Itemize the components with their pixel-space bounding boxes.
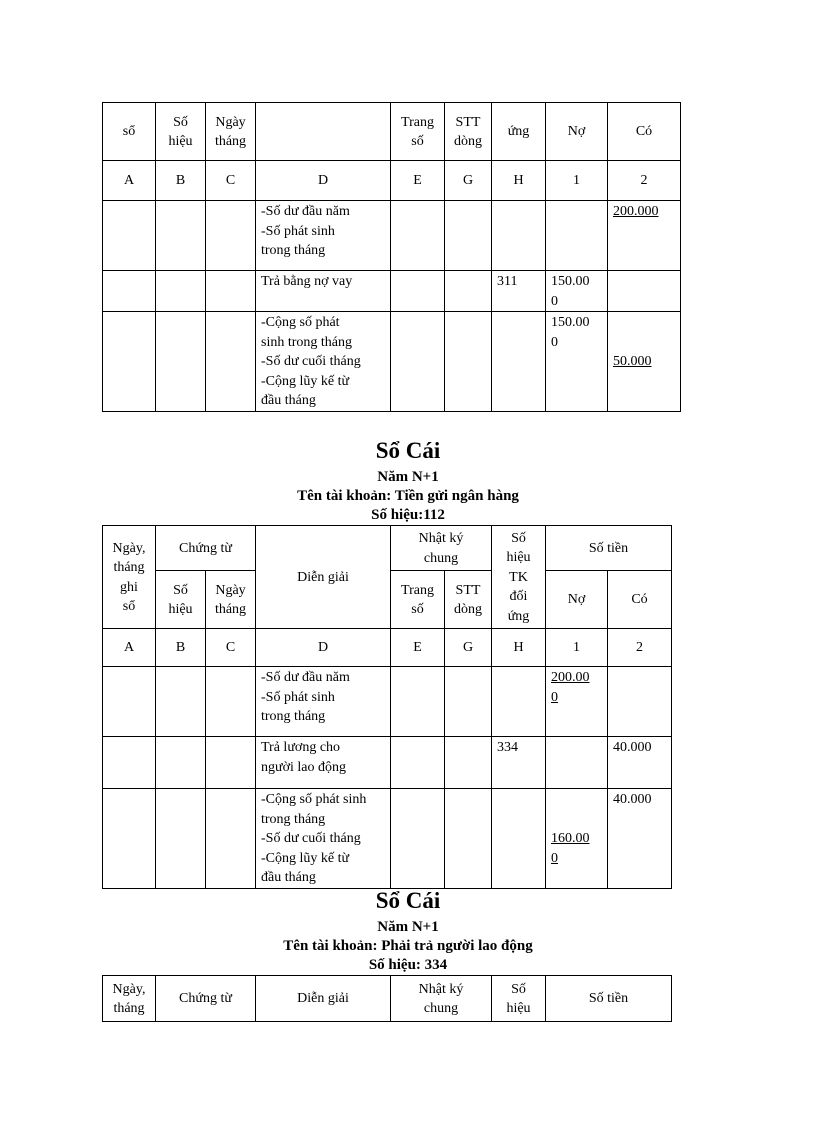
line-header: STT dòng bbox=[454, 582, 482, 617]
ledger-year: Năm N+1 bbox=[377, 469, 439, 485]
header-row bbox=[103, 976, 672, 1022]
contra-account-header: Số hiệu bbox=[506, 981, 531, 1016]
description-header: Diễn giải bbox=[297, 569, 349, 585]
debit-cell: 150.00 0 bbox=[551, 274, 590, 309]
ledger-title: Sổ Cái bbox=[375, 888, 441, 913]
ledger-table-continued bbox=[102, 102, 681, 412]
debit-cell: 150.00 0 bbox=[551, 315, 590, 350]
description-cell: -Số dư đầu năm -Số phát sinh trong tháng bbox=[261, 670, 350, 724]
ledger-year: Năm N+1 bbox=[377, 919, 439, 935]
description-cell: -Cộng số phát sinh trong tháng -Số dư cuối tháng -Cộng lũy kế từ đầu tháng bbox=[261, 792, 367, 885]
code-cell: A bbox=[123, 173, 135, 189]
account-cell bbox=[492, 312, 545, 313]
code-cell: C bbox=[225, 640, 236, 656]
table-row bbox=[103, 271, 681, 312]
voucher-header: Chứng từ bbox=[179, 540, 232, 556]
journal-header: Nhật ký chung bbox=[418, 981, 464, 1016]
journal-header: Nhật ký chung bbox=[418, 531, 464, 566]
ledger-table-112 bbox=[102, 525, 672, 889]
credit-cell: 40.000 bbox=[613, 792, 652, 807]
code-cell: H bbox=[513, 173, 524, 189]
date-header: Ngày, tháng ghi sổ bbox=[112, 540, 146, 614]
code-cell: 1 bbox=[573, 173, 580, 189]
credit-cell bbox=[608, 667, 671, 668]
amount-header: Số tiền bbox=[588, 540, 629, 556]
table-row bbox=[103, 201, 681, 271]
header-cell: Ngày tháng bbox=[214, 114, 247, 149]
header-row bbox=[103, 103, 681, 161]
code-cell: D bbox=[317, 173, 329, 189]
credit-cell: 200.000 bbox=[613, 204, 659, 219]
table-row bbox=[103, 789, 672, 889]
voucher-number-header: Số hiệu bbox=[168, 582, 193, 617]
debit-cell bbox=[546, 737, 607, 738]
description-cell: Trả lương cho người lao động bbox=[261, 740, 346, 775]
code-cell: H bbox=[513, 640, 524, 656]
credit-header: Có bbox=[631, 592, 648, 608]
description-header: Diễn giải bbox=[297, 991, 349, 1007]
account-number: Số hiệu: 334 bbox=[368, 957, 448, 973]
description-cell: -Số dư đầu năm -Số phát sinh trong tháng bbox=[261, 204, 350, 258]
contra-account-header: Số hiệu TK đối ứng bbox=[506, 530, 531, 624]
code-cell: D bbox=[317, 640, 329, 656]
code-cell: B bbox=[175, 640, 186, 656]
account-number: Số hiệu:112 bbox=[371, 507, 445, 523]
amount-header: Số tiền bbox=[588, 991, 629, 1007]
header-cell: Có bbox=[635, 124, 653, 140]
header-cell bbox=[256, 131, 390, 132]
description-cell: Trả bằng nợ vay bbox=[261, 274, 353, 289]
code-cell: C bbox=[225, 173, 236, 189]
column-code-row bbox=[103, 629, 672, 667]
header-cell: Số hiệu bbox=[168, 114, 193, 149]
account-cell: 334 bbox=[497, 740, 518, 755]
header-cell: STT dòng bbox=[454, 114, 482, 149]
description-cell: -Cộng số phát sinh trong tháng -Số dư cuối tháng -Cộng lũy kế từ đầu tháng bbox=[261, 315, 361, 408]
code-cell: A bbox=[123, 640, 135, 656]
credit-cell bbox=[608, 271, 680, 272]
code-cell: 1 bbox=[573, 640, 580, 656]
header-cell: Trang số bbox=[401, 114, 434, 149]
voucher-date-header: Ngày tháng bbox=[214, 582, 247, 617]
header-row bbox=[103, 526, 672, 571]
account-cell: 311 bbox=[497, 274, 518, 289]
credit-cell: 40.000 bbox=[613, 740, 652, 755]
ledger-title: Sổ Cái bbox=[375, 438, 441, 463]
debit-header: Nợ bbox=[567, 592, 586, 608]
code-cell: E bbox=[413, 173, 422, 189]
account-cell bbox=[492, 201, 545, 202]
account-cell bbox=[492, 789, 545, 790]
voucher-header: Chứng từ bbox=[179, 991, 232, 1007]
table-row bbox=[103, 737, 672, 789]
account-cell bbox=[492, 667, 545, 668]
code-cell: 2 bbox=[636, 640, 643, 656]
header-cell: Nợ bbox=[567, 124, 586, 140]
account-name: Tên tài khoản: Phải trả người lao động bbox=[283, 938, 533, 954]
code-cell: G bbox=[462, 173, 474, 189]
ledger-table-334 bbox=[102, 975, 672, 1022]
code-cell: E bbox=[413, 640, 422, 656]
debit-cell bbox=[546, 201, 607, 202]
column-code-row bbox=[103, 161, 681, 201]
code-cell: B bbox=[175, 173, 186, 189]
code-cell: G bbox=[462, 640, 474, 656]
header-cell: ứng bbox=[507, 124, 530, 140]
page-header: Trang số bbox=[401, 582, 434, 617]
credit-cell: 50.000 bbox=[613, 354, 652, 369]
account-name: Tên tài khoản: Tiền gửi ngân hàng bbox=[297, 488, 519, 504]
table-row bbox=[103, 312, 681, 412]
debit-cell: 200.00 0 bbox=[551, 670, 590, 705]
code-cell: 2 bbox=[640, 173, 648, 189]
debit-cell: 160.00 0 bbox=[551, 831, 590, 866]
header-cell: sổ bbox=[122, 124, 136, 140]
date-header: Ngày, tháng bbox=[112, 981, 146, 1016]
table-row bbox=[103, 667, 672, 737]
